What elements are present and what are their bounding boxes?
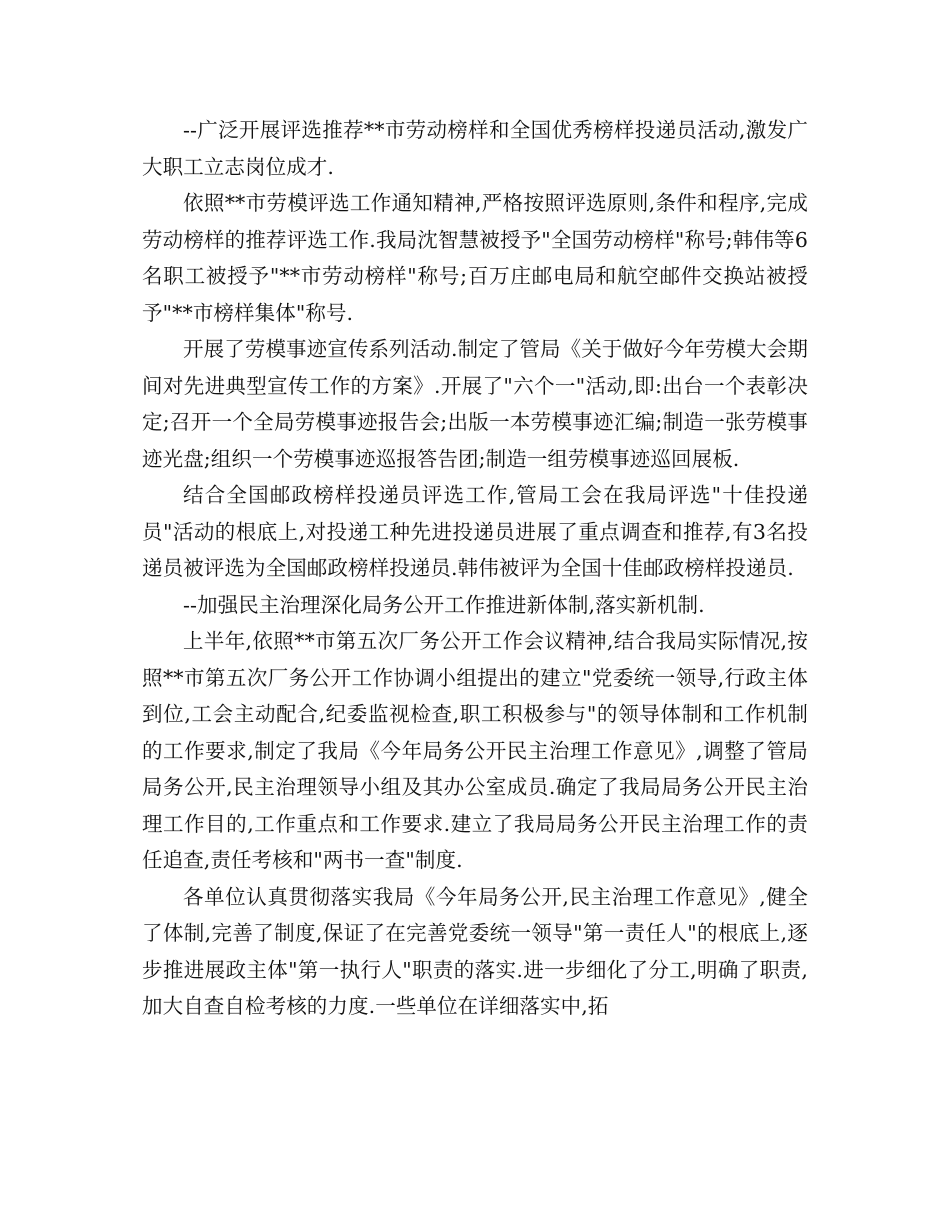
paragraph: 开展了劳模事迹宣传系列活动.制定了管局《关于做好今年劳模大会期间对先进典型宣传工作的方案》.开展了"六个一"活动,即:出台一个表彰决定;召开一个全局劳模事迹报告会;出版一本劳模事迹汇编;制造一张劳模事迹光盘;组织一个劳模事迹巡报答告团;制造一组劳模事迹巡回展板.	[142, 337, 808, 471]
paragraph: --广泛开展评选推荐**市劳动榜样和全国优秀榜样投递员活动,激发广大职工立志岗位成才.	[142, 118, 808, 179]
paragraph: 依照**市劳模评选工作通知精神,严格按照评选原则,条件和程序,完成劳动榜样的推荐评选工作.我局沈智慧被授予"全国劳动榜样"称号;韩伟等6名职工被授予"**市劳动榜样"称号;百万庄邮电局和航空邮件交换站被授予"**市榜样集体"称号.	[142, 191, 808, 325]
document-body	[142, 112, 808, 1025]
paragraph: 各单位认真贯彻落实我局《今年局务公开,民主治理工作意见》,健全了体制,完善了制度,保证了在完善党委统一领导"第一责任人"的根底上,逐步推进展政主体"第一执行人"职责的落实.进一步细化了分工,明确了职责,加大自查自检考核的力度.一些单位在详细落实中,拓	[142, 884, 808, 1018]
paragraph: 结合全国邮政榜样投递员评选工作,管局工会在我局评选"十佳投递员"活动的根底上,对投递工种先进投递员进展了重点调查和推荐,有3名投递员被评选为全国邮政榜样投递员.韩伟被评为全国十佳邮政榜样投递员.	[142, 483, 808, 580]
paragraph: --加强民主治理深化局务公开工作推进新体制,落实新机制.	[183, 592, 705, 617]
paragraph: 上半年,依照**市第五次厂务公开工作会议精神,结合我局实际情况,按照**市第五次厂务公开工作协调小组提出的建立"党委统一领导,行政主体到位,工会主动配合,纪委监视检查,职工积极参与"的领导体制和工作机制的工作要求,制定了我局《今年局务公开民主治理工作意见》,调整了管局局务公开,民主治理领导小组及其办公室成员.确定了我局局务公开民主治理工作目的,工作重点和工作要求.建立了我局局务公开民主治理工作的责任追查,责任考核和"两书一查"制度.	[142, 629, 808, 872]
